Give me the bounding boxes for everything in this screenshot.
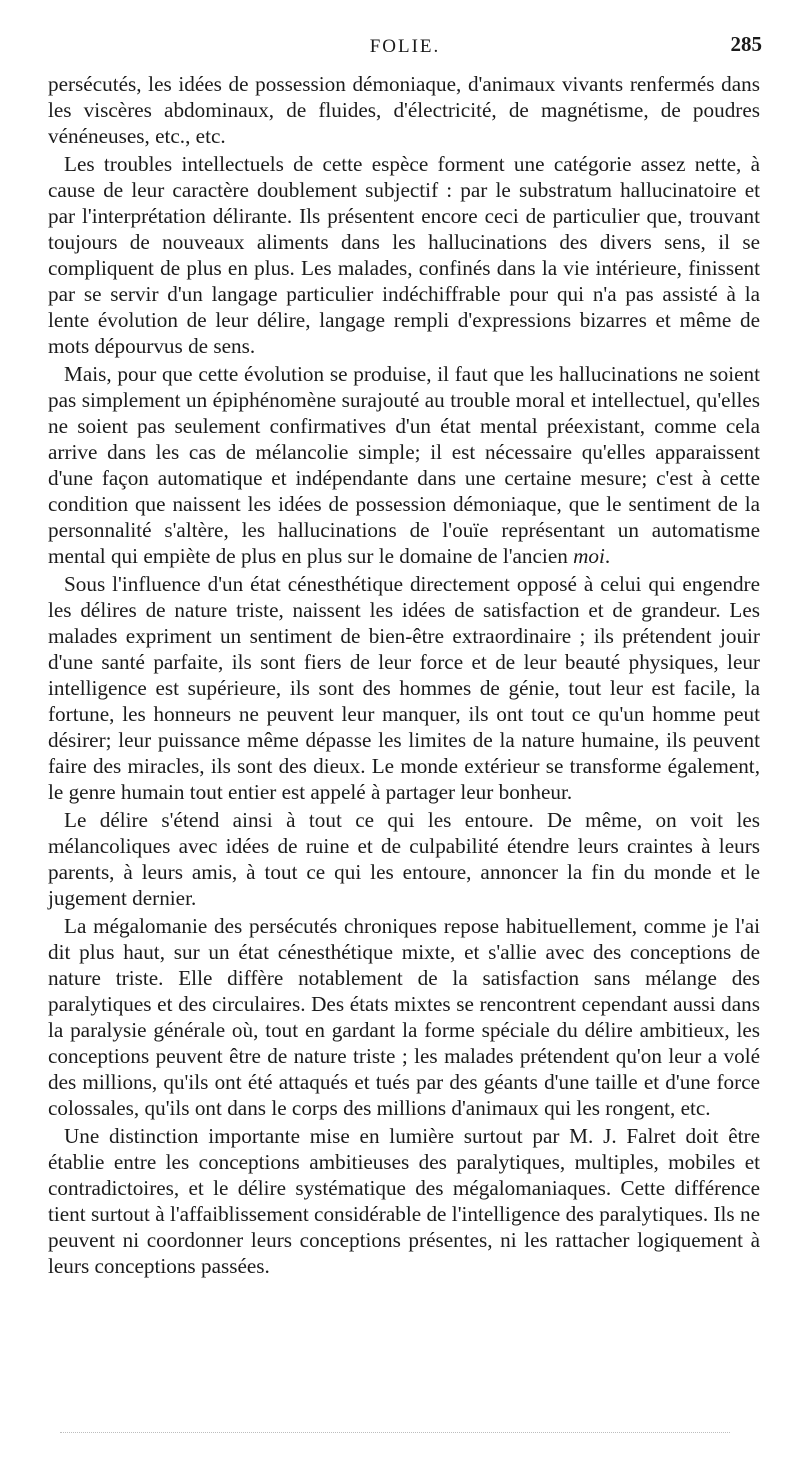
footer-rule xyxy=(60,1432,730,1433)
paragraph-3 xyxy=(48,361,760,569)
running-title: FOLIE. xyxy=(369,36,441,57)
paragraph-4: Sous l'influence d'un état cénesthétique directement opposé à celui qui engendre les délires de nature triste, naissent les idées de satisfaction et de grandeur. Les malades expriment un sentiment de bien-être extraordinaire ; ils prétendent jouir d'une santé parfaite, ils sont fiers de leur force et de leur beauté physiques, leur intelligence est supérieure, ils sont des hommes de génie, tout leur est facile, la fortune, les honneurs ne peuvent leur manquer, ils ont tout ce qu'un homme peut désirer; leur puissance même dépasse les limites de la nature humaine, ils peuvent faire des miracles, ils sont des dieux. Le monde extérieur se transforme également, le genre humain tout entier est appelé à partager leur bonheur. xyxy=(48,572,760,804)
paragraph-3-end: . xyxy=(604,544,611,568)
body-text xyxy=(48,71,760,1279)
paragraph-6: La mégalomanie des persécutés chroniques repose habituellement, comme je l'ai dit plus haut, sur un état cénesthétique mixte, et s'allie avec des conceptions de nature triste. Elle diffère notablement de la satisfaction sans mélange des paralytiques et des circulaires. Des états mixtes se rencontrent cependant aussi dans la paralysie générale où, tout en gardant la forme spéciale du délire ambitieux, les conceptions peuvent être de nature triste ; les malades prétendent qu'on leur a volé des millions, qu'ils ont été attaqués et tués par des géants d'une taille et d'une force colossales, qu'ils ont dans le corps des millions d'animaux qui les rongent, etc. xyxy=(48,914,760,1120)
page-number: 285 xyxy=(730,32,762,56)
paragraph-7: Une distinction importante mise en lumière surtout par M. J. Falret doit être établie entre les conceptions ambitieuses des paralytiques, multiples, mobiles et contradictoires, et le délire systématique des mégalomaniaques. Cette différence tient surtout à l'affaiblissement considérable de l'intelligence des paralytiques. Ils ne peuvent ni coordonner leurs conceptions présentes, ni les rattacher logiquement à leurs conceptions passées. xyxy=(48,1124,760,1278)
paragraph-1: persécutés, les idées de possession démoniaque, d'animaux vivants renfermés dans les viscères abdominaux, de fluides, d'électricité, de magnétisme, de poudres vénéneuses, etc., etc. xyxy=(48,72,760,148)
italic-word: moi xyxy=(573,544,605,568)
page-header xyxy=(48,32,762,66)
paragraph-3-text: Mais, pour que cette évolution se produise, il faut que les hallucinations ne soient pas simplement un épiphénomène surajouté au trouble moral et intellectuel, qu'elles ne soient pas seulement confirmatives d'un état mental préexistant, comme cela arrive dans les cas de mélancolie simple; il est nécessaire qu'elles apparaissent d'une façon automatique et indépendante dans une certaine mesure; c'est à cette condition que naissent les idées de possession démoniaque, que le sentiment de la personnalité s'altère, les hallucinations de l'ouïe représentant un automatisme mental qui empiète de plus en plus sur le domaine de l'ancien xyxy=(48,362,760,568)
paragraph-2: Les troubles intellectuels de cette espèce forment une catégorie assez nette, à cause de leur caractère doublement subjectif : par le substratum hallucinatoire et par l'interprétation délirante. Ils présentent encore ceci de particulier que, trouvant toujours de nouveaux aliments dans les hallucinations des divers sens, il se compliquent de plus en plus. Les malades, confinés dans la vie intérieure, finissent par se servir d'un langage particulier indéchiffrable pour qui n'a pas assisté à la lente évolution de leur délire, langage rempli d'expressions bizarres et même de mots dépourvus de sens. xyxy=(48,152,760,358)
paragraph-5: Le délire s'étend ainsi à tout ce qui les entoure. De même, on voit les mélancoliques avec idées de ruine et de culpabilité étendre leurs craintes à leurs parents, à leurs amis, à tout ce qui les entoure, annoncer la fin du monde et le jugement dernier. xyxy=(48,808,760,910)
